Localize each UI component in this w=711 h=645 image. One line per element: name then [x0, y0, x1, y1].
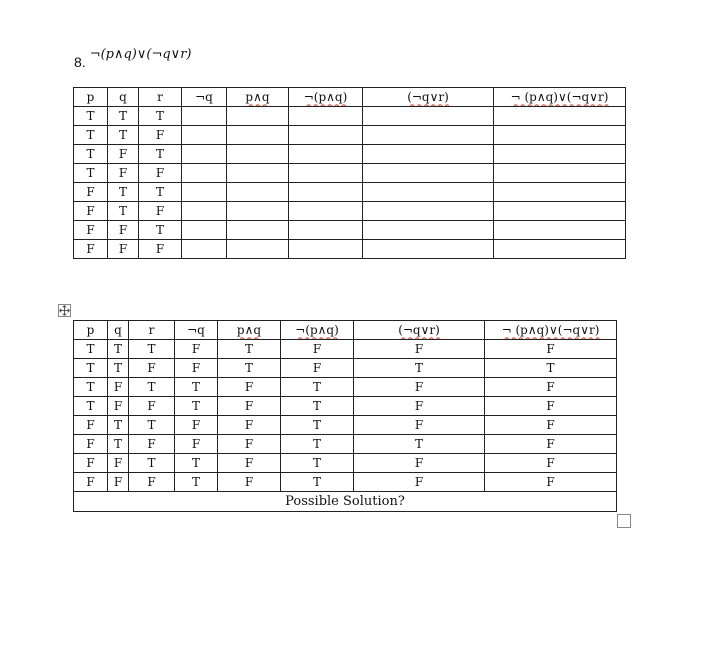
- table-cell: T: [281, 378, 354, 397]
- table-cell: F: [485, 378, 617, 397]
- table-cell: F: [485, 340, 617, 359]
- table-row: [74, 454, 617, 473]
- table-resize-handle-icon[interactable]: [617, 514, 631, 528]
- table-cell: F: [108, 240, 139, 259]
- table-cell: T: [139, 183, 182, 202]
- table-cell: [227, 202, 289, 221]
- column-header: [182, 88, 227, 107]
- table-cell: F: [74, 435, 108, 454]
- table-cell: T: [74, 340, 108, 359]
- table-cell: T: [175, 397, 218, 416]
- column-header-label: p: [86, 89, 95, 104]
- table-row: [74, 164, 626, 183]
- table-cell: F: [74, 183, 108, 202]
- column-header-label: q: [119, 89, 127, 104]
- table-cell: [289, 107, 363, 126]
- table-cell: F: [108, 145, 139, 164]
- table-cell: [182, 164, 227, 183]
- table-cell: T: [74, 145, 108, 164]
- table-row: [74, 202, 626, 221]
- table-cell: [182, 145, 227, 164]
- table-cell: F: [139, 164, 182, 183]
- table-cell: [182, 107, 227, 126]
- column-header-label: (¬q∨r): [398, 322, 440, 337]
- column-header: [108, 321, 129, 340]
- table-cell: [363, 202, 494, 221]
- table-cell: F: [354, 454, 485, 473]
- table-cell: [363, 183, 494, 202]
- table-cell: [289, 221, 363, 240]
- table-cell: F: [485, 454, 617, 473]
- column-header: [139, 88, 182, 107]
- table-row: [74, 378, 617, 397]
- problem-heading: [74, 42, 192, 70]
- table-cell: T: [74, 107, 108, 126]
- table-cell: F: [108, 164, 139, 183]
- table-cell: [182, 240, 227, 259]
- table-row: [74, 435, 617, 454]
- table-row: [74, 126, 626, 145]
- table-cell: [182, 183, 227, 202]
- table-cell: T: [74, 397, 108, 416]
- table-cell: F: [485, 435, 617, 454]
- table-cell: [363, 107, 494, 126]
- table-cell: T: [175, 454, 218, 473]
- table-cell: T: [281, 454, 354, 473]
- table-cell: T: [139, 221, 182, 240]
- table-cell: F: [218, 473, 281, 492]
- table-cell: [289, 164, 363, 183]
- table-cell: [289, 240, 363, 259]
- table-cell: [494, 126, 626, 145]
- table-cell: T: [281, 435, 354, 454]
- table-cell: F: [139, 240, 182, 259]
- column-header-label: p∧q: [236, 322, 262, 337]
- table-cell: [182, 221, 227, 240]
- table-cell: F: [175, 435, 218, 454]
- table-cell: [363, 145, 494, 164]
- column-header-label: ¬q: [195, 89, 213, 104]
- table-row: [74, 183, 626, 202]
- table-cell: F: [129, 397, 175, 416]
- header-row: [74, 88, 626, 107]
- table-cell: [494, 164, 626, 183]
- table-cell: F: [74, 221, 108, 240]
- table-cell: T: [74, 126, 108, 145]
- column-header-label: ¬ (p∧q)∨(¬q∨r): [510, 89, 609, 104]
- column-header-label: p∧q: [245, 89, 270, 104]
- table-cell: T: [129, 340, 175, 359]
- column-header-label: (¬q∨r): [407, 89, 449, 104]
- table-cell: F: [218, 416, 281, 435]
- table-cell: T: [354, 435, 485, 454]
- table-cell: F: [108, 473, 129, 492]
- table-cell: F: [218, 397, 281, 416]
- column-header: [494, 88, 626, 107]
- table-row: [74, 221, 626, 240]
- problem-number: 8.: [74, 54, 86, 70]
- table-cell: F: [129, 359, 175, 378]
- table-cell: F: [74, 454, 108, 473]
- table-cell: T: [175, 378, 218, 397]
- truth-table-solution: [73, 320, 617, 512]
- column-header: [218, 321, 281, 340]
- table-cell: [227, 126, 289, 145]
- column-header: [281, 321, 354, 340]
- table-cell: T: [108, 107, 139, 126]
- column-header: [289, 88, 363, 107]
- table-cell: [363, 240, 494, 259]
- table-cell: T: [74, 164, 108, 183]
- table-cell: F: [354, 397, 485, 416]
- column-header-label: q: [114, 322, 122, 337]
- column-header: [485, 321, 617, 340]
- table-cell: T: [108, 340, 129, 359]
- table-cell: T: [74, 378, 108, 397]
- table-cell: F: [74, 416, 108, 435]
- table-cell: [494, 202, 626, 221]
- column-header: [74, 88, 108, 107]
- column-header-label: p: [86, 322, 95, 337]
- table-cell: T: [108, 183, 139, 202]
- table-cell: F: [108, 221, 139, 240]
- table-row: [74, 473, 617, 492]
- table-cell: [227, 183, 289, 202]
- table-cell: [289, 202, 363, 221]
- table-cell: F: [74, 240, 108, 259]
- table-row: [74, 107, 626, 126]
- table-cell: F: [218, 435, 281, 454]
- table-cell: T: [281, 397, 354, 416]
- column-header: [108, 88, 139, 107]
- truth-table-blank: [73, 87, 626, 259]
- table-row: [74, 397, 617, 416]
- column-header: [227, 88, 289, 107]
- table-cell: T: [108, 359, 129, 378]
- solution-caption: Possible Solution?: [74, 492, 617, 512]
- table-cell: F: [354, 340, 485, 359]
- table-cell: F: [108, 378, 129, 397]
- problem-expression: ¬(p∧q)∨(¬q∨r): [89, 47, 192, 62]
- table-row: [74, 145, 626, 164]
- table-cell: [494, 240, 626, 259]
- column-header-label: r: [157, 89, 163, 104]
- table-cell: T: [108, 126, 139, 145]
- table-move-handle-icon[interactable]: [58, 304, 71, 317]
- table-cell: F: [485, 397, 617, 416]
- table-row: [74, 359, 617, 378]
- table-cell: F: [74, 202, 108, 221]
- table-cell: F: [485, 473, 617, 492]
- table-cell: F: [129, 473, 175, 492]
- table-cell: [182, 202, 227, 221]
- table-cell: [363, 126, 494, 145]
- table-cell: F: [74, 473, 108, 492]
- column-header-label: r: [148, 322, 155, 337]
- table-cell: [494, 107, 626, 126]
- column-header-label: ¬q: [187, 322, 205, 337]
- table-cell: F: [354, 473, 485, 492]
- table-cell: F: [354, 416, 485, 435]
- table-cell: T: [74, 359, 108, 378]
- table-cell: T: [108, 435, 129, 454]
- table-cell: T: [175, 473, 218, 492]
- table-cell: T: [281, 473, 354, 492]
- table-cell: T: [108, 202, 139, 221]
- table-row: [74, 416, 617, 435]
- column-header: [129, 321, 175, 340]
- table-cell: T: [218, 340, 281, 359]
- column-header-label: ¬(p∧q): [295, 322, 339, 337]
- table-cell: T: [139, 107, 182, 126]
- table-cell: T: [129, 454, 175, 473]
- table-cell: F: [108, 397, 129, 416]
- table-cell: T: [139, 145, 182, 164]
- table-cell: F: [485, 416, 617, 435]
- table-cell: F: [281, 359, 354, 378]
- table-cell: [182, 126, 227, 145]
- header-row: [74, 321, 617, 340]
- column-header-label: ¬(p∧q): [303, 89, 348, 104]
- table-cell: [289, 145, 363, 164]
- column-header: [354, 321, 485, 340]
- table-cell: F: [175, 359, 218, 378]
- table-cell: T: [281, 416, 354, 435]
- table-cell: T: [218, 359, 281, 378]
- column-header-label: ¬ (p∧q)∨(¬q∨r): [501, 322, 600, 337]
- table-cell: F: [175, 416, 218, 435]
- table-cell: F: [139, 202, 182, 221]
- table-cell: F: [175, 340, 218, 359]
- table-cell: [289, 183, 363, 202]
- table-cell: T: [354, 359, 485, 378]
- table-cell: T: [129, 378, 175, 397]
- column-header: [175, 321, 218, 340]
- table-cell: [494, 145, 626, 164]
- table-cell: F: [218, 378, 281, 397]
- table-cell: [494, 221, 626, 240]
- table-cell: T: [485, 359, 617, 378]
- caption-row: [74, 492, 617, 512]
- table-cell: [289, 126, 363, 145]
- table-cell: T: [129, 416, 175, 435]
- table-cell: F: [139, 126, 182, 145]
- table-cell: [227, 221, 289, 240]
- table-cell: F: [129, 435, 175, 454]
- table-cell: [227, 240, 289, 259]
- table-cell: F: [218, 454, 281, 473]
- table-cell: F: [354, 378, 485, 397]
- table-cell: [227, 164, 289, 183]
- table-row: [74, 340, 617, 359]
- table-cell: [227, 145, 289, 164]
- table-cell: F: [108, 454, 129, 473]
- table-cell: [363, 164, 494, 183]
- column-header: [74, 321, 108, 340]
- table-cell: [363, 221, 494, 240]
- table-cell: [227, 107, 289, 126]
- column-header: [363, 88, 494, 107]
- table-cell: T: [108, 416, 129, 435]
- table-cell: [494, 183, 626, 202]
- table-cell: F: [281, 340, 354, 359]
- table-row: [74, 240, 626, 259]
